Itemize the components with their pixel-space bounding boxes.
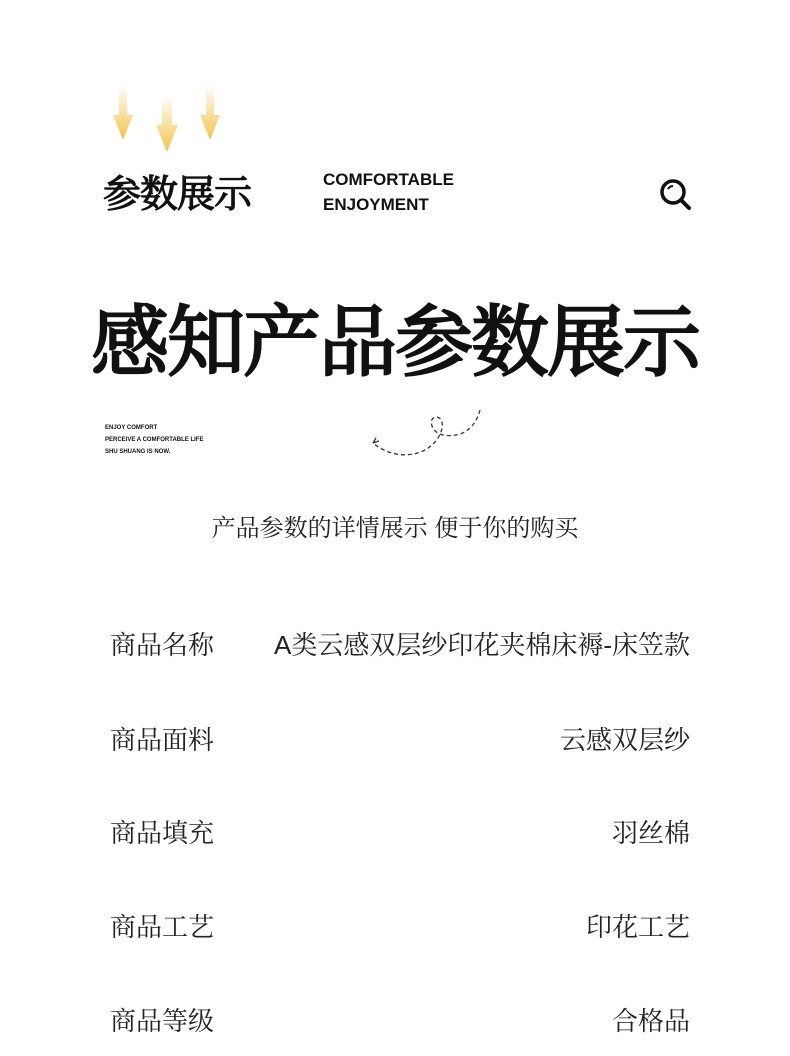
english-tag-line-1: COMFORTABLE <box>323 170 454 189</box>
english-tag-line-2: ENJOYMENT <box>323 195 429 214</box>
param-row <box>110 907 690 944</box>
small-text-line: ENJOY COMFORT <box>105 425 158 431</box>
param-label: 商品等级 <box>110 1006 215 1036</box>
dashed-swirl-arrow-icon <box>365 405 485 465</box>
param-row <box>110 813 690 850</box>
param-row <box>110 720 690 757</box>
subtitle: 产品参数的详情展示 便于你的购买 <box>211 515 579 542</box>
section-title: 参数展示 <box>103 172 252 216</box>
small-text-line: SHU SHUANG IS NOW. <box>105 449 171 455</box>
small-text-line: PERCEIVE A COMFORTABLE LIFE <box>105 437 204 443</box>
param-label: 商品工艺 <box>110 912 215 942</box>
param-value: 羽丝棉 <box>611 818 690 848</box>
param-value: 云感双层纱 <box>559 725 690 755</box>
param-label: 商品名称 <box>110 630 215 660</box>
param-value: 印花工艺 <box>585 912 690 942</box>
param-value: A类云感双层纱印花夹棉床褥-床笠款 <box>273 630 690 660</box>
main-title: 感知产品参数展示 <box>90 298 699 388</box>
param-label: 商品填充 <box>110 818 215 848</box>
param-value: 合格品 <box>611 1006 690 1036</box>
param-label: 商品面料 <box>110 725 215 755</box>
down-arrows-icon <box>105 80 225 160</box>
param-row <box>110 1001 690 1038</box>
search-icon <box>658 177 694 213</box>
param-row <box>110 625 690 662</box>
